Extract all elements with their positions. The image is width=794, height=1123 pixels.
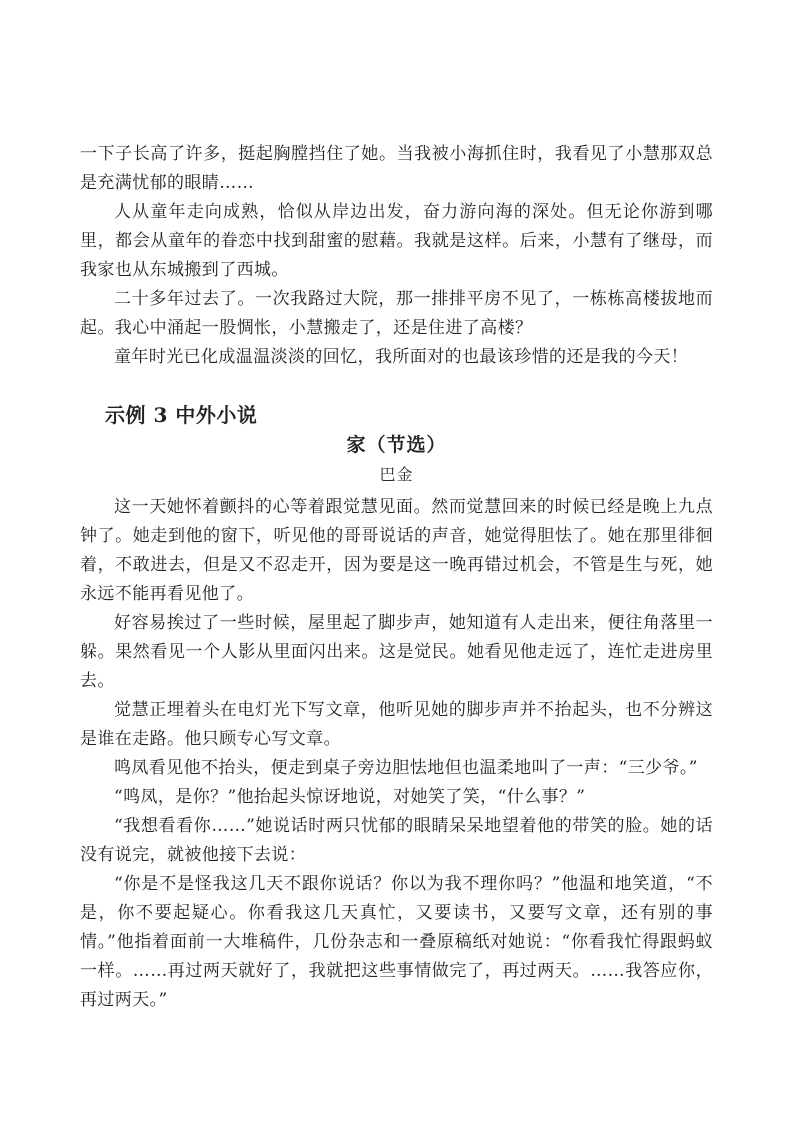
paragraph: 童年时光已化成温温淡淡的回忆，我所面对的也最该珍惜的还是我的今天！ — [114, 347, 689, 367]
paragraph: “你是不是怪我这几天不跟你说话？你以为我不理你吗？”他温和地笑道，“不是，你不要起疑心。你看我这几天真忙，又要读书，又要写文章，还有别的事情。”他指着面前一大堆稿件，几份杂志和一叠原稿纸对她说：“你看我忙得跟蚂蚁一样。……再过两天就好了，我就把这些事情做完了，再过两天。……我答应你，再过两天。” — [80, 874, 713, 1010]
paragraph: 人从童年走向成熟，恰似从岸边出发，奋力游向海的深处。但无论你游到哪里，都会从童年的眷恋中找到甜蜜的慰藉。我就是这样。后来，小慧有了继母，而我家也从东城搬到了西城。 — [80, 202, 713, 280]
paragraph: 二十多年过去了。一次我路过大院，那一排排平房不见了，一栋栋高楼拔地而起。我心中涌起一股惆怅，小慧搬走了，还是住进了高楼？ — [80, 289, 713, 338]
paragraph: 觉慧正埋着头在电灯光下写文章，他听见她的脚步声并不抬起头，也不分辨这是谁在走路。他只顾专心写文章。 — [80, 700, 713, 749]
paragraph: 这一天她怀着颤抖的心等着跟觉慧见面。然而觉慧回来的时候已经是晚上九点钟了。她走到他的窗下，听见他的哥哥说话的声音，她觉得胆怯了。她在那里徘徊着，不敢进去，但是又不忍走开，因为要是这一晚再错过机会，不管是生与死，她永远不能再看见他了。 — [80, 497, 713, 604]
paragraph: 一下子长高了许多，挺起胸膛挡住了她。当我被小海抓住时，我看见了小慧那双总是充满忧郁的眼睛…… — [80, 144, 713, 193]
story-title: 家（节选） — [346, 434, 447, 456]
story-author: 巴金 — [379, 465, 414, 484]
paragraph: “鸣凤，是你？”他抬起头惊讶地说，对她笑了笑，“什么事？” — [114, 787, 586, 807]
intro-section — [80, 140, 713, 372]
section-heading: 示例 3 中外小说 — [105, 403, 258, 427]
paragraph: 鸣凤看见他不抬头，便走到桌子旁边胆怯地但也温柔地叫了一声：“三少爷。” — [114, 758, 698, 778]
paragraph: 好容易挨过了一些时候，屋里起了脚步声，她知道有人走出来，便往角落里一躲。果然看见一个人影从里面闪出来。这是觉民。她看见他走远了，连忙走进房里去。 — [80, 613, 713, 691]
story-section — [80, 493, 713, 1015]
paragraph: “我想看看你……”她说话时两只忧郁的眼睛呆呆地望着他的带笑的脸。她的话没有说完，就被他接下去说： — [80, 816, 713, 865]
